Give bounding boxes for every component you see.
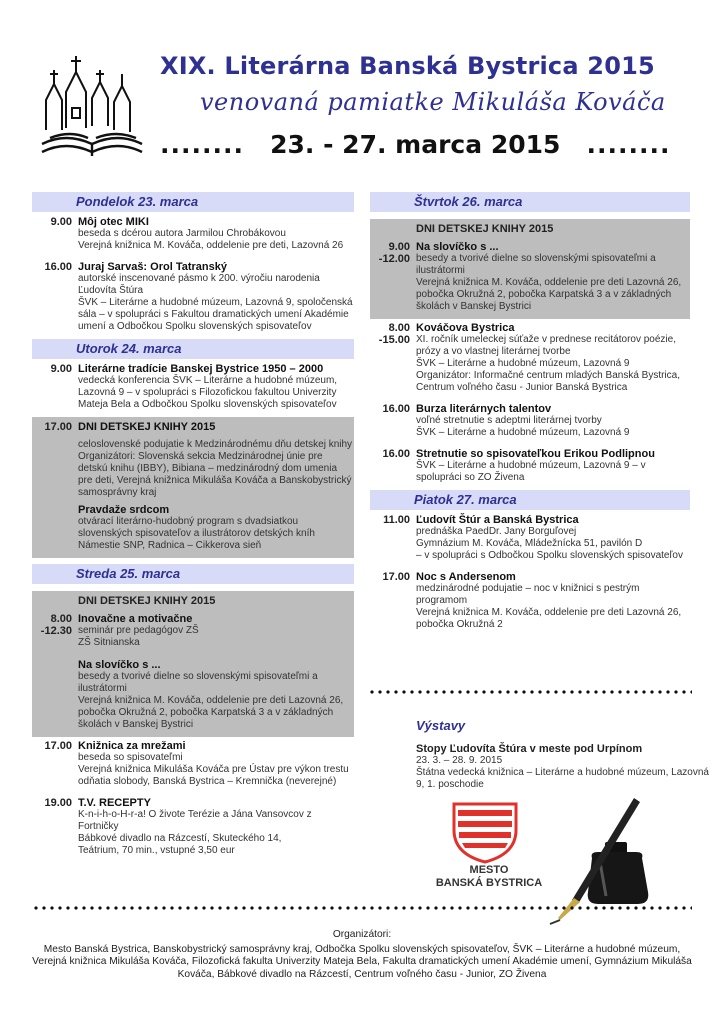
event-item — [32, 737, 354, 794]
event-item — [32, 417, 354, 558]
organizers-footer — [30, 929, 694, 981]
festival-dates — [160, 130, 671, 159]
dotted-divider — [368, 690, 692, 694]
exhibition-desc: 23. 3. – 28. 9. 2015 Štátna vedecká knižnica – Literárne a hudobné múzeum, Lazovná 9, 1. poschodie — [416, 755, 709, 790]
childrens-book-days-block — [32, 417, 354, 558]
church-book-logo — [36, 52, 148, 164]
event-title: Ľudovít Štúr a Banská Bystrica — [416, 514, 579, 526]
event-time: 17.00 — [44, 421, 72, 433]
event-title: Na slovíčko s ... — [416, 241, 499, 253]
event-time: 17.00 — [382, 571, 410, 583]
event-time: 16.00 — [382, 448, 410, 460]
event-title: Inovačne a motivačne — [78, 613, 193, 625]
event-desc: medzinárodné podujatie – noc v knižnici s pestrým programom Verejná knižnica M. Kováča, oddelenie pre deti Lazovná 26, pobočka Okružná 2 — [416, 583, 682, 630]
event-item — [370, 511, 690, 568]
event-title: Knižnica za mrežami — [78, 740, 186, 752]
block-heading: DNI DETSKEJ KNIHY 2015 — [416, 223, 554, 235]
event-time: 17.00 — [44, 740, 72, 752]
day-heading-thursday: Štvrtok 26. marca — [370, 192, 690, 213]
event-item — [32, 258, 354, 339]
event-item — [32, 360, 354, 417]
dots-left: ........ — [160, 130, 244, 159]
event-item — [370, 319, 690, 400]
event-time: 8.00 -15.00 — [378, 322, 410, 346]
event-item — [370, 568, 690, 637]
event-title: Pravdaže srdcom — [78, 504, 170, 516]
exhibitions-heading: Výstavy — [416, 718, 466, 733]
left-column — [32, 192, 354, 863]
festival-title: XIX. Literárna Banská Bystrica 2015 — [160, 52, 655, 80]
event-desc: celoslovenské podujatie k Medzinárodnému dňu detskej knihy Organizátori: Slovenská sekcia Medzinárodnej únie pre detskú knihu (IBBY), Bibiana – medzinárodný dom umenia pre deti, Verejná knižnica Mikuláša Kováča a Banskobystrický samosprávny kraj — [78, 439, 353, 498]
event-desc: seminár pre pedagógov ZŠ ZŠ Sitnianska — [78, 625, 199, 648]
event-desc: beseda so spisovateľmi Verejná knižnica Mikuláša Kováča pre Ústav pre výkon trestu odňatia slobody, Banská Bystrica – Kremnička (neverejné) — [78, 752, 349, 787]
event-desc: prednáška PaedDr. Jany Borguľovej Gymnázium M. Kováča, Mládežnícka 51, pavilón D – v spolupráci s Odbočkou Spolku slovenských spisovateľov — [416, 526, 683, 561]
childrens-book-days-block — [370, 219, 690, 319]
event-title: Noc s Andersenom — [416, 571, 516, 583]
event-desc: besedy a tvorivé dielne so slovenskými spisovateľmi a ilustrátormi Verejná knižnica M. Kováča, oddelenie pre deti Lazovná 26, pobočka Okružná 2, pobočka Karpatská 3 a v základných školách v Banskej Bystrici — [416, 253, 682, 312]
event-title: Môj otec MIKI — [78, 216, 149, 228]
city-logo-line1: MESTO — [469, 864, 509, 876]
city-logo-text — [434, 864, 544, 890]
event-desc: ŠVK – Literárne a hudobné múzeum, Lazovná 9 – v spolupráci so ZO Živena — [416, 460, 646, 483]
day-heading-friday: Piatok 27. marca — [370, 490, 690, 511]
event-desc: otvárací literárno-hudobný program s dvadsiatkou slovenských spisovateľov a ilustrátorov detských kníh Námestie SNP, Radnica – Cikkerova sieň — [78, 516, 315, 551]
event-time: 16.00 — [44, 261, 72, 273]
event-title: T.V. RECEPTY — [78, 797, 151, 809]
event-title: Juraj Sarvaš: Orol Tatranský — [78, 261, 227, 273]
date-range: 23. - 27. marca 2015 — [270, 130, 561, 159]
event-desc: XI. ročník umeleckej súťaže v prednese recitátorov poézie, prózy a vo vlastnej literárnej tvorbe ŠVK – Literárne a hudobné múzeum, Lazovná 9 Organizátor: Informačné centrum mladých Banská Bystrica, Centrum voľného času - Junior Banská Bystrica — [416, 334, 680, 393]
event-time: 19.00 — [44, 797, 72, 809]
exhibition-title: Stopy Ľudovíta Štúra v meste pod Urpínom — [416, 743, 643, 755]
event-item — [32, 794, 354, 863]
event-desc: voľné stretnutie s adeptmi literárnej tvorby ŠVK – Literárne a hudobné múzeum, Lazovná 9 — [416, 415, 630, 438]
festival-subtitle: venovaná pamiatke Mikuláša Kováča — [200, 88, 666, 116]
exhibitions-section — [416, 718, 716, 791]
event-item — [370, 237, 690, 319]
dotted-divider — [32, 906, 692, 910]
day-heading-tuesday: Utorok 24. marca — [32, 339, 354, 360]
right-column — [370, 192, 690, 637]
dots-right: ........ — [586, 130, 671, 159]
city-crest-icon — [450, 800, 520, 864]
event-time: 8.00 -12.30 — [40, 613, 72, 637]
event-title: DNI DETSKEJ KNIHY 2015 — [78, 421, 216, 433]
event-time: 16.00 — [382, 403, 410, 415]
childrens-book-days-block — [32, 591, 354, 737]
event-time: 9.00 -12.00 — [378, 241, 410, 265]
event-item — [370, 445, 690, 490]
event-time: 9.00 — [50, 216, 72, 228]
event-desc: beseda s dcérou autora Jarmilou Chrobákovou Verejná knižnica M. Kováča, oddelenie pre deti, Lazovná 26 — [78, 228, 344, 251]
day-heading-monday: Pondelok 23. marca — [32, 192, 354, 213]
event-time: 11.00 — [383, 514, 410, 526]
event-time: 9.00 — [50, 363, 72, 375]
city-logo-line2: BANSKÁ BYSTRICA — [435, 877, 543, 889]
event-item — [32, 213, 354, 258]
day-heading-wednesday: Streda 25. marca — [32, 564, 354, 585]
event-title: Stretnutie so spisovateľkou Erikou Podlipnou — [416, 448, 655, 460]
event-item — [32, 609, 354, 655]
event-title: Literárne tradície Banskej Bystrice 1950 – 2000 — [78, 363, 324, 375]
event-desc: autorské inscenované pásmo k 200. výročiu narodenia Ľudovíta Štúra ŠVK – Literárne a hudobné múzeum, Lazovná 9, spoločenská sála – v spolupráci s Fakultou dramatických umení Akadémie umení a Odbočkou Spolku slovenských spisovateľov — [78, 273, 353, 332]
organizers-heading: Organizátori: — [332, 929, 392, 940]
block-heading: DNI DETSKEJ KNIHY 2015 — [78, 595, 216, 607]
event-title: Kováčova Bystrica — [416, 322, 515, 334]
event-item — [370, 400, 690, 445]
event-desc: besedy a tvorivé dielne so slovenskými spisovateľmi a ilustrátormi Verejná knižnica M. Kováča, oddelenie pre deti Lazovná 26, pobočka Okružná 2, pobočka Karpatská 3 a v základných školách v Banskej Bystrici — [78, 671, 344, 730]
organizers-text: Mesto Banská Bystrica, Banskobystrický samosprávny kraj, Odbočka Spolku slovenských spisovateľov, ŠVK – Literárne a hudobné múzeum, Verejná knižnica Mikuláša Kováča, Filozofická fakulta Univerzity Mateja Bela, Fakulta dramatických umení Akadémie umení, Gymnázium Mikuláša Kováča, Bábkové divadlo na Rázcestí, Centrum voľného času - Junior, ZO Živena — [32, 943, 692, 980]
event-title: Na slovíčko s ... — [78, 659, 161, 671]
event-desc: vedecká konferencia ŠVK – Literárne a hudobné múzeum, Lazovná 9 – v spolupráci s Filozofickou fakultou Univerzity Mateja Bela a Odbočkou Spolku slovenských spisovateľov — [78, 375, 338, 410]
event-time — [32, 659, 78, 731]
event-item — [32, 655, 354, 737]
event-title: Burza literárnych talentov — [416, 403, 552, 415]
event-desc: K-n-i-h-o-H-r-a! O živote Terézie a Jána Vansovcov z Fortničky Bábkové divadlo na Rázcestí, Skuteckého 14, Teátrium, 70 min., vstupné 3,50 eur — [78, 809, 312, 856]
